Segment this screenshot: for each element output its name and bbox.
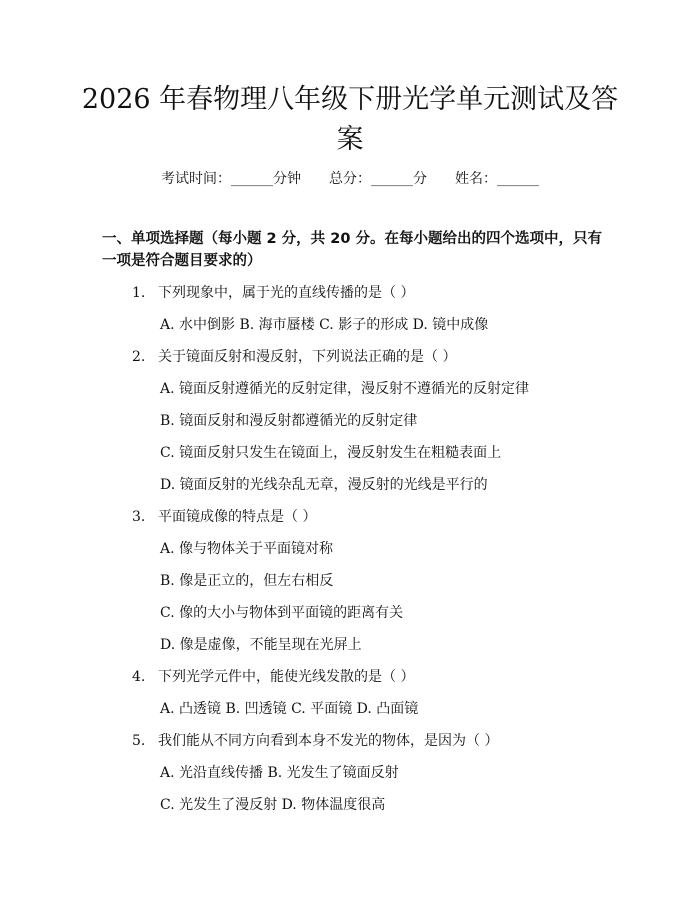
page-title	[60, 80, 640, 160]
option-b: B. 镜面反射和漫反射都遵循光的反射定律	[160, 413, 418, 429]
option-c: C. 像的大小与物体到平面镜的距离有关	[160, 605, 404, 621]
question-5	[132, 730, 498, 750]
title-line-1: 2026 年春物理八年级下册光学单元测试及答	[81, 84, 619, 115]
question-1-options: A. 水中倒影 B. 海市蜃楼 C. 影子的形成 D. 镜中成像	[160, 317, 489, 333]
question-number: 4.	[132, 669, 146, 685]
title-line-2: 案	[336, 124, 364, 155]
exam-time: 考试时间：______分钟	[161, 171, 301, 187]
question-1	[132, 282, 414, 302]
question-number: 1.	[132, 285, 146, 301]
question-text: 平面镜成像的特点是（ ）	[158, 509, 317, 525]
student-name: 姓名：______	[455, 171, 539, 187]
question-text: 我们能从不同方向看到本身不发光的物体，是因为（ ）	[158, 733, 499, 749]
question-text: 关于镜面反射和漫反射，下列说法正确的是（ ）	[158, 349, 457, 365]
question-4	[132, 666, 414, 686]
option-b: B. 像是正立的，但左右相反	[160, 573, 334, 589]
question-text: 下列现象中，属于光的直线传播的是（ ）	[158, 285, 415, 301]
option-line-1: A. 光沿直线传播 B. 光发生了镜面反射	[160, 765, 399, 781]
question-4-options: A. 凸透镜 B. 凹透镜 C. 平面镜 D. 凸面镜	[160, 701, 419, 717]
question-number: 3.	[132, 509, 146, 525]
option-d: D. 镜面反射的光线杂乱无章，漫反射的光线是平行的	[160, 477, 488, 493]
option-a: A. 像与物体关于平面镜对称	[160, 541, 334, 557]
option-d: D. 像是虚像，不能呈现在光屏上	[160, 637, 362, 653]
question-number: 5.	[132, 733, 146, 749]
exam-meta	[0, 168, 700, 188]
question-number: 2.	[132, 349, 146, 365]
option-c: C. 镜面反射只发生在镜面上，漫反射发生在粗糙表面上	[160, 445, 502, 461]
exam-score: 总分：______分	[329, 171, 427, 187]
section-heading: 一、单项选择题（每小题 2 分，共 20 分。在每小题给出的四个选项中，只有一项是符合题目要求的）	[102, 231, 602, 269]
question-2	[132, 346, 456, 366]
question-3	[132, 506, 316, 526]
option-a: A. 镜面反射遵循光的反射定律，漫反射不遵循光的反射定律	[160, 381, 530, 397]
option-line-2: C. 光发生了漫反射 D. 物体温度很高	[160, 797, 386, 813]
question-text: 下列光学元件中，能使光线发散的是（ ）	[158, 669, 415, 685]
